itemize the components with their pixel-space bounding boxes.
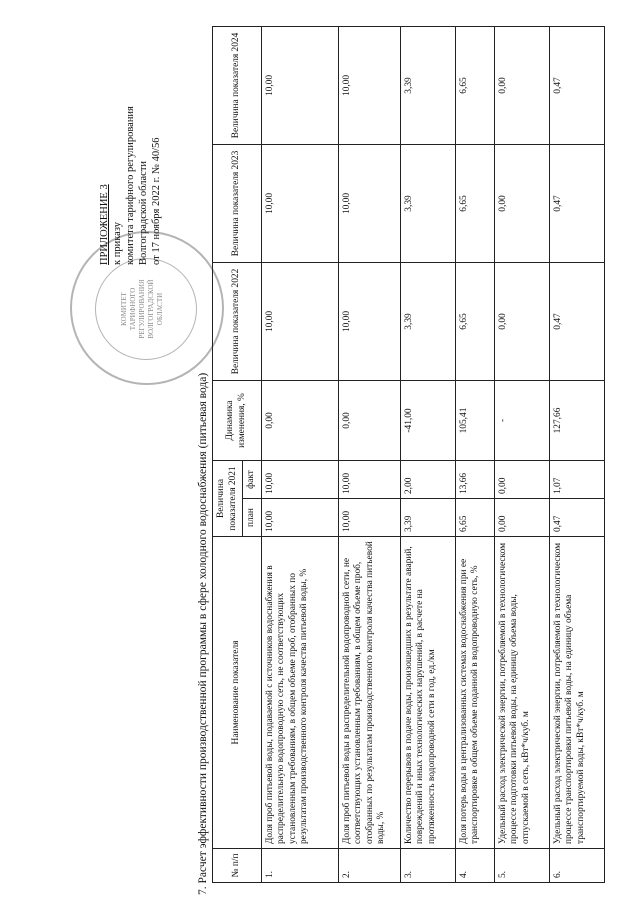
row-name: Доля потерь воды в централизованных системах водоснабжения при ее транспортировке в общем объеме поданной в водопроводную сеть, % bbox=[455, 537, 494, 849]
row-2022: 6,65 bbox=[455, 262, 494, 380]
table-row bbox=[338, 26, 400, 882]
col-header-dynamics: Динамика изменения, % bbox=[213, 380, 262, 460]
row-num: 6. bbox=[549, 849, 604, 883]
row-fact: 10,00 bbox=[338, 460, 400, 498]
row-num: 4. bbox=[455, 849, 494, 883]
row-num: 2. bbox=[338, 849, 400, 883]
row-name: Доля проб питьевой воды, подаваемой с источников водоснабжения в распределительную водопроводную сеть, не соответствующих установленным требованиям, в общем объеме проб, отобранных по результатам производственного контроля качества питьевой воды, % bbox=[261, 537, 338, 849]
col-header-fact: факт bbox=[243, 460, 262, 498]
row-dynamics: 0,00 bbox=[338, 380, 400, 460]
table-row bbox=[455, 26, 494, 882]
row-2024: 6,65 bbox=[455, 26, 494, 144]
appendix-header bbox=[98, 106, 163, 265]
col-header-2021: Величина показателя 2021 bbox=[213, 460, 243, 536]
row-name: Удельный расход электрической энергии, потребляемой в технологическом процессе подготовки питьевой воды, на единицу объема воды, отпускаемой в сеть, кВт*ч/куб. м bbox=[494, 537, 549, 849]
header-row bbox=[213, 26, 243, 882]
row-dynamics: 127,66 bbox=[549, 380, 604, 460]
appendix-date: от 17 ноября 2022 г. № 40/56 bbox=[151, 137, 162, 265]
row-plan: 6,65 bbox=[455, 499, 494, 537]
row-2024: 0,00 bbox=[494, 26, 549, 144]
table-row bbox=[494, 26, 549, 882]
row-num: 5. bbox=[494, 849, 549, 883]
row-dynamics: - bbox=[494, 380, 549, 460]
row-fact: 2,00 bbox=[400, 460, 455, 498]
col-header-2022: Величина показателя 2022 bbox=[213, 262, 262, 380]
row-fact: 1,07 bbox=[549, 460, 604, 498]
row-plan: 10,00 bbox=[261, 499, 338, 537]
row-num: 1. bbox=[261, 849, 338, 883]
row-2022: 10,00 bbox=[338, 262, 400, 380]
appendix-line: к приказу bbox=[112, 222, 123, 265]
row-fact: 13,66 bbox=[455, 460, 494, 498]
row-2024: 3,39 bbox=[400, 26, 455, 144]
row-2022: 0,47 bbox=[549, 262, 604, 380]
col-header-plan: план bbox=[243, 499, 262, 537]
row-2023: 0,47 bbox=[549, 144, 604, 262]
table-row bbox=[400, 26, 455, 882]
row-2023: 0,00 bbox=[494, 144, 549, 262]
appendix-line: комитета тарифного регулирования bbox=[125, 106, 136, 265]
appendix-line: Волгоградской области bbox=[138, 160, 149, 265]
row-name: Удельный расход электрической энергии, потребляемой в технологическом процессе транспортировки питьевой воды, на единицу объема транспортируемой воды, кВт*ч/куб. м bbox=[549, 537, 604, 849]
row-fact: 10,00 bbox=[261, 460, 338, 498]
section-title: 7. Расчет эффективности производственной программы в сфере холодного водоснабжения (питьевая вода) bbox=[197, 372, 209, 895]
row-2024: 10,00 bbox=[261, 26, 338, 144]
col-header-name: Наименование показателя bbox=[213, 537, 262, 849]
row-2023: 10,00 bbox=[261, 144, 338, 262]
row-2024: 0,47 bbox=[549, 26, 604, 144]
row-2022: 0,00 bbox=[494, 262, 549, 380]
row-num: 3. bbox=[400, 849, 455, 883]
col-header-2023: Величина показателя 2023 bbox=[213, 144, 262, 262]
row-2022: 10,00 bbox=[261, 262, 338, 380]
row-dynamics: 105,41 bbox=[455, 380, 494, 460]
appendix-title: ПРИЛОЖЕНИЕ 3 bbox=[99, 184, 110, 265]
row-name: Доля проб питьевой воды в распределительной водопроводной сети, не соответствующих установленным требованиям, в общем объеме проб, отобранных по результатам производственного контроля качества питьевой воды, % bbox=[338, 537, 400, 849]
row-plan: 10,00 bbox=[338, 499, 400, 537]
row-plan: 0,00 bbox=[494, 499, 549, 537]
row-plan: 3,39 bbox=[400, 499, 455, 537]
row-2022: 3,39 bbox=[400, 262, 455, 380]
col-header-2024: Величина показателя 2024 bbox=[213, 26, 262, 144]
row-2023: 10,00 bbox=[338, 144, 400, 262]
col-header-num: № п/п bbox=[213, 849, 262, 883]
row-dynamics: 0,00 bbox=[261, 380, 338, 460]
row-name: Количество перерывов в подаче воды, произошедших в результате аварий, повреждений и иных технологических нарушений, в расчете на протяженность водопроводной сети в год, ед./км bbox=[400, 537, 455, 849]
table-row bbox=[549, 26, 604, 882]
efficiency-table bbox=[212, 26, 605, 883]
row-fact: 0,00 bbox=[494, 460, 549, 498]
row-2024: 10,00 bbox=[338, 26, 400, 144]
row-plan: 0,47 bbox=[549, 499, 604, 537]
row-2023: 3,39 bbox=[400, 144, 455, 262]
row-dynamics: -41,00 bbox=[400, 380, 455, 460]
seal-text: КОМИТЕТ ТАРИФНОГО РЕГУЛИРОВАНИЯ ВОЛГОГРАДСКОЙ ОБЛАСТИ bbox=[120, 279, 164, 339]
table-row bbox=[261, 26, 338, 882]
row-2023: 6,65 bbox=[455, 144, 494, 262]
